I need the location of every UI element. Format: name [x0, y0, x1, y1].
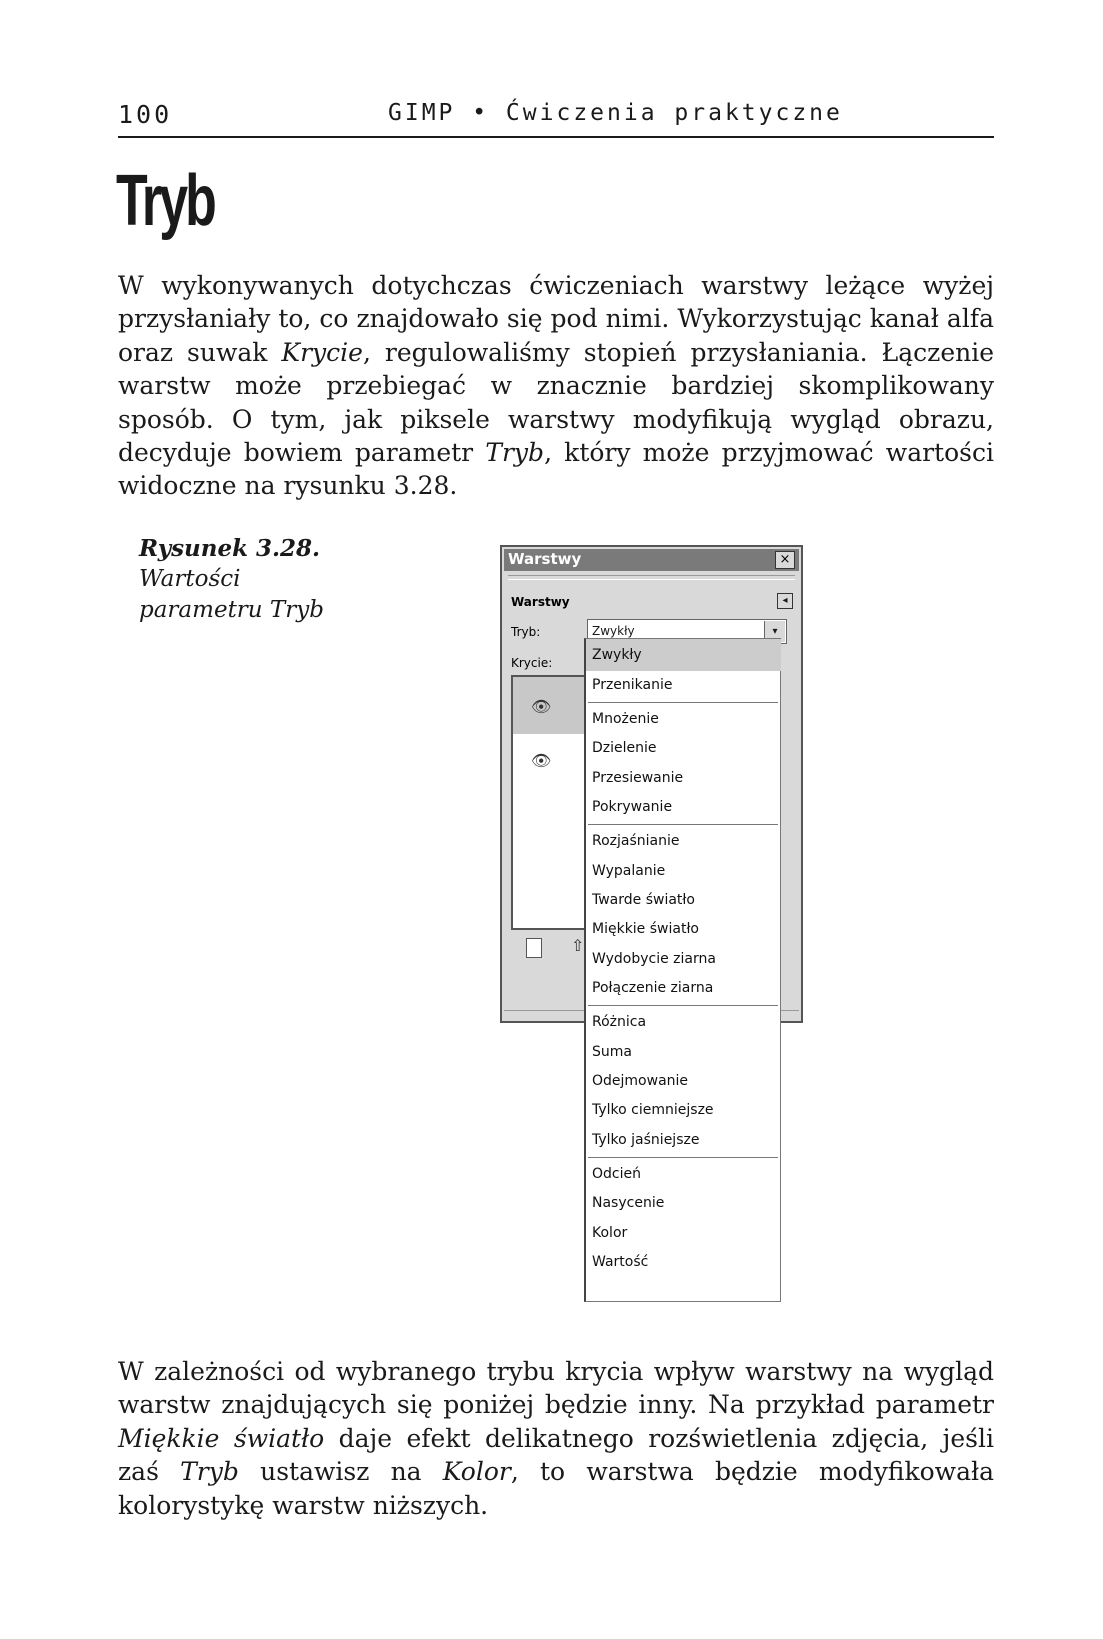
caption-text-line: Wartości: [139, 566, 241, 592]
running-head: GIMP • Ćwiczenia praktyczne: [388, 100, 843, 126]
panel-label: Warstwy: [511, 595, 570, 609]
menu-item-przenikanie[interactable]: Przenikanie: [592, 677, 673, 693]
menu-item-dzielenie[interactable]: Dzielenie: [592, 740, 657, 756]
italic-term: Kolor: [442, 1457, 511, 1487]
close-icon[interactable]: ×: [775, 551, 795, 569]
window-titlebar[interactable]: [504, 549, 799, 571]
mode-label: Tryb:: [511, 625, 541, 639]
italic-term: Krycie: [281, 337, 363, 367]
chevron-down-icon[interactable]: ▾: [764, 621, 785, 642]
text-run: , który może przyjmować wartości widoczne na rysunku 3.28.: [118, 438, 994, 501]
italic-term: Tryb: [485, 438, 545, 468]
menu-item-suma[interactable]: Suma: [592, 1044, 632, 1060]
text-run: , to warstwa będzie modyfikowała kolorystykę warstw niższych.: [118, 1457, 995, 1520]
text-run: W wykonywanych dotychczas ćwiczeniach warstwy leżące wyżej przysłaniały to, co znajdowało się pod nimi. Wykorzystując kanał alfa oraz suwak: [118, 271, 994, 367]
menu-item-wypalanie[interactable]: Wypalanie: [592, 863, 666, 879]
window-title: Warstwy: [508, 550, 582, 568]
mode-select-value: Zwykły: [592, 624, 635, 638]
eye-icon[interactable]: 👁: [531, 697, 552, 716]
menu-separator: [588, 1157, 778, 1159]
figure-caption: [139, 533, 324, 626]
menu-item-odcien[interactable]: Odcień: [592, 1166, 641, 1182]
italic-term: Tryb: [180, 1457, 239, 1487]
menu-item-polaczenie-ziarna[interactable]: Połączenie ziarna: [592, 980, 714, 996]
layers-list[interactable]: [511, 675, 586, 930]
text-run: daje efekt delikatnego rozświetlenia zdjęcia, jeśli zaś: [118, 1423, 995, 1487]
section-title: Tryb: [116, 161, 214, 241]
mode-dropdown-menu: [584, 638, 781, 1302]
menu-item-miekkie-swiatlo[interactable]: Miękkie światło: [592, 921, 699, 937]
menu-item-zwykly[interactable]: Zwykły: [592, 647, 642, 663]
menu-item-odejmowanie[interactable]: Odejmowanie: [592, 1073, 689, 1089]
new-layer-icon[interactable]: [526, 938, 542, 958]
text-run: ustawisz na: [238, 1457, 443, 1487]
text-run: , regulowaliśmy stopień przysłaniania. Łączenie warstw może przebiegać w znacznie bardziej skomplikowany sposób. O tym, jak piksele warstwy modyfikują wygląd obrazu, decyduje bowiem parametr: [118, 337, 995, 468]
menu-separator: [588, 824, 778, 826]
closing-paragraph: [118, 1355, 994, 1522]
layers-toolbar: [511, 934, 591, 964]
opacity-label: Krycie:: [511, 656, 553, 670]
caption-label: Rysunek 3.28.: [139, 535, 321, 562]
italic-term: Miękkie światło: [118, 1423, 325, 1453]
page-header: [118, 98, 994, 138]
menu-item-mnozenie[interactable]: Mnożenie: [592, 711, 659, 727]
menu-item-tylko-ciemniejsze[interactable]: Tylko ciemniejsze: [592, 1102, 714, 1118]
menu-item-rozjasnianie[interactable]: Rozjaśnianie: [592, 833, 680, 849]
menu-item-wartosc[interactable]: Wartość: [592, 1254, 649, 1270]
menu-item-przesiewanie[interactable]: Przesiewanie: [592, 770, 684, 786]
menu-separator: [588, 702, 778, 704]
tab-menu-icon[interactable]: ◂: [777, 593, 793, 609]
menu-item-nasycenie[interactable]: Nasycenie: [592, 1195, 665, 1211]
menu-item-kolor[interactable]: Kolor: [592, 1225, 628, 1241]
menu-item-roznica[interactable]: Różnica: [592, 1014, 647, 1030]
menu-item-wydobycie-ziarna[interactable]: Wydobycie ziarna: [592, 951, 716, 967]
eye-icon[interactable]: 👁: [531, 751, 552, 770]
text-run: W zależności od wybranego trybu krycia wpływ warstwy na wygląd warstw znajdujących się poniżej będzie inny. Na przykład parametr: [118, 1357, 994, 1420]
page-number: 100: [118, 100, 173, 129]
intro-paragraph: [118, 269, 994, 503]
caption-text-line: parametru Tryb: [139, 597, 324, 623]
divider: [508, 575, 795, 580]
menu-separator: [588, 1005, 778, 1007]
menu-item-tylko-jasniejsze[interactable]: Tylko jaśniejsze: [592, 1132, 700, 1148]
menu-item-pokrywanie[interactable]: Pokrywanie: [592, 799, 673, 815]
raise-layer-icon[interactable]: ⇧: [571, 936, 585, 955]
menu-item-twarde-swiatlo[interactable]: Twarde światło: [592, 892, 695, 908]
layers-dialog-figure: [500, 545, 803, 1310]
